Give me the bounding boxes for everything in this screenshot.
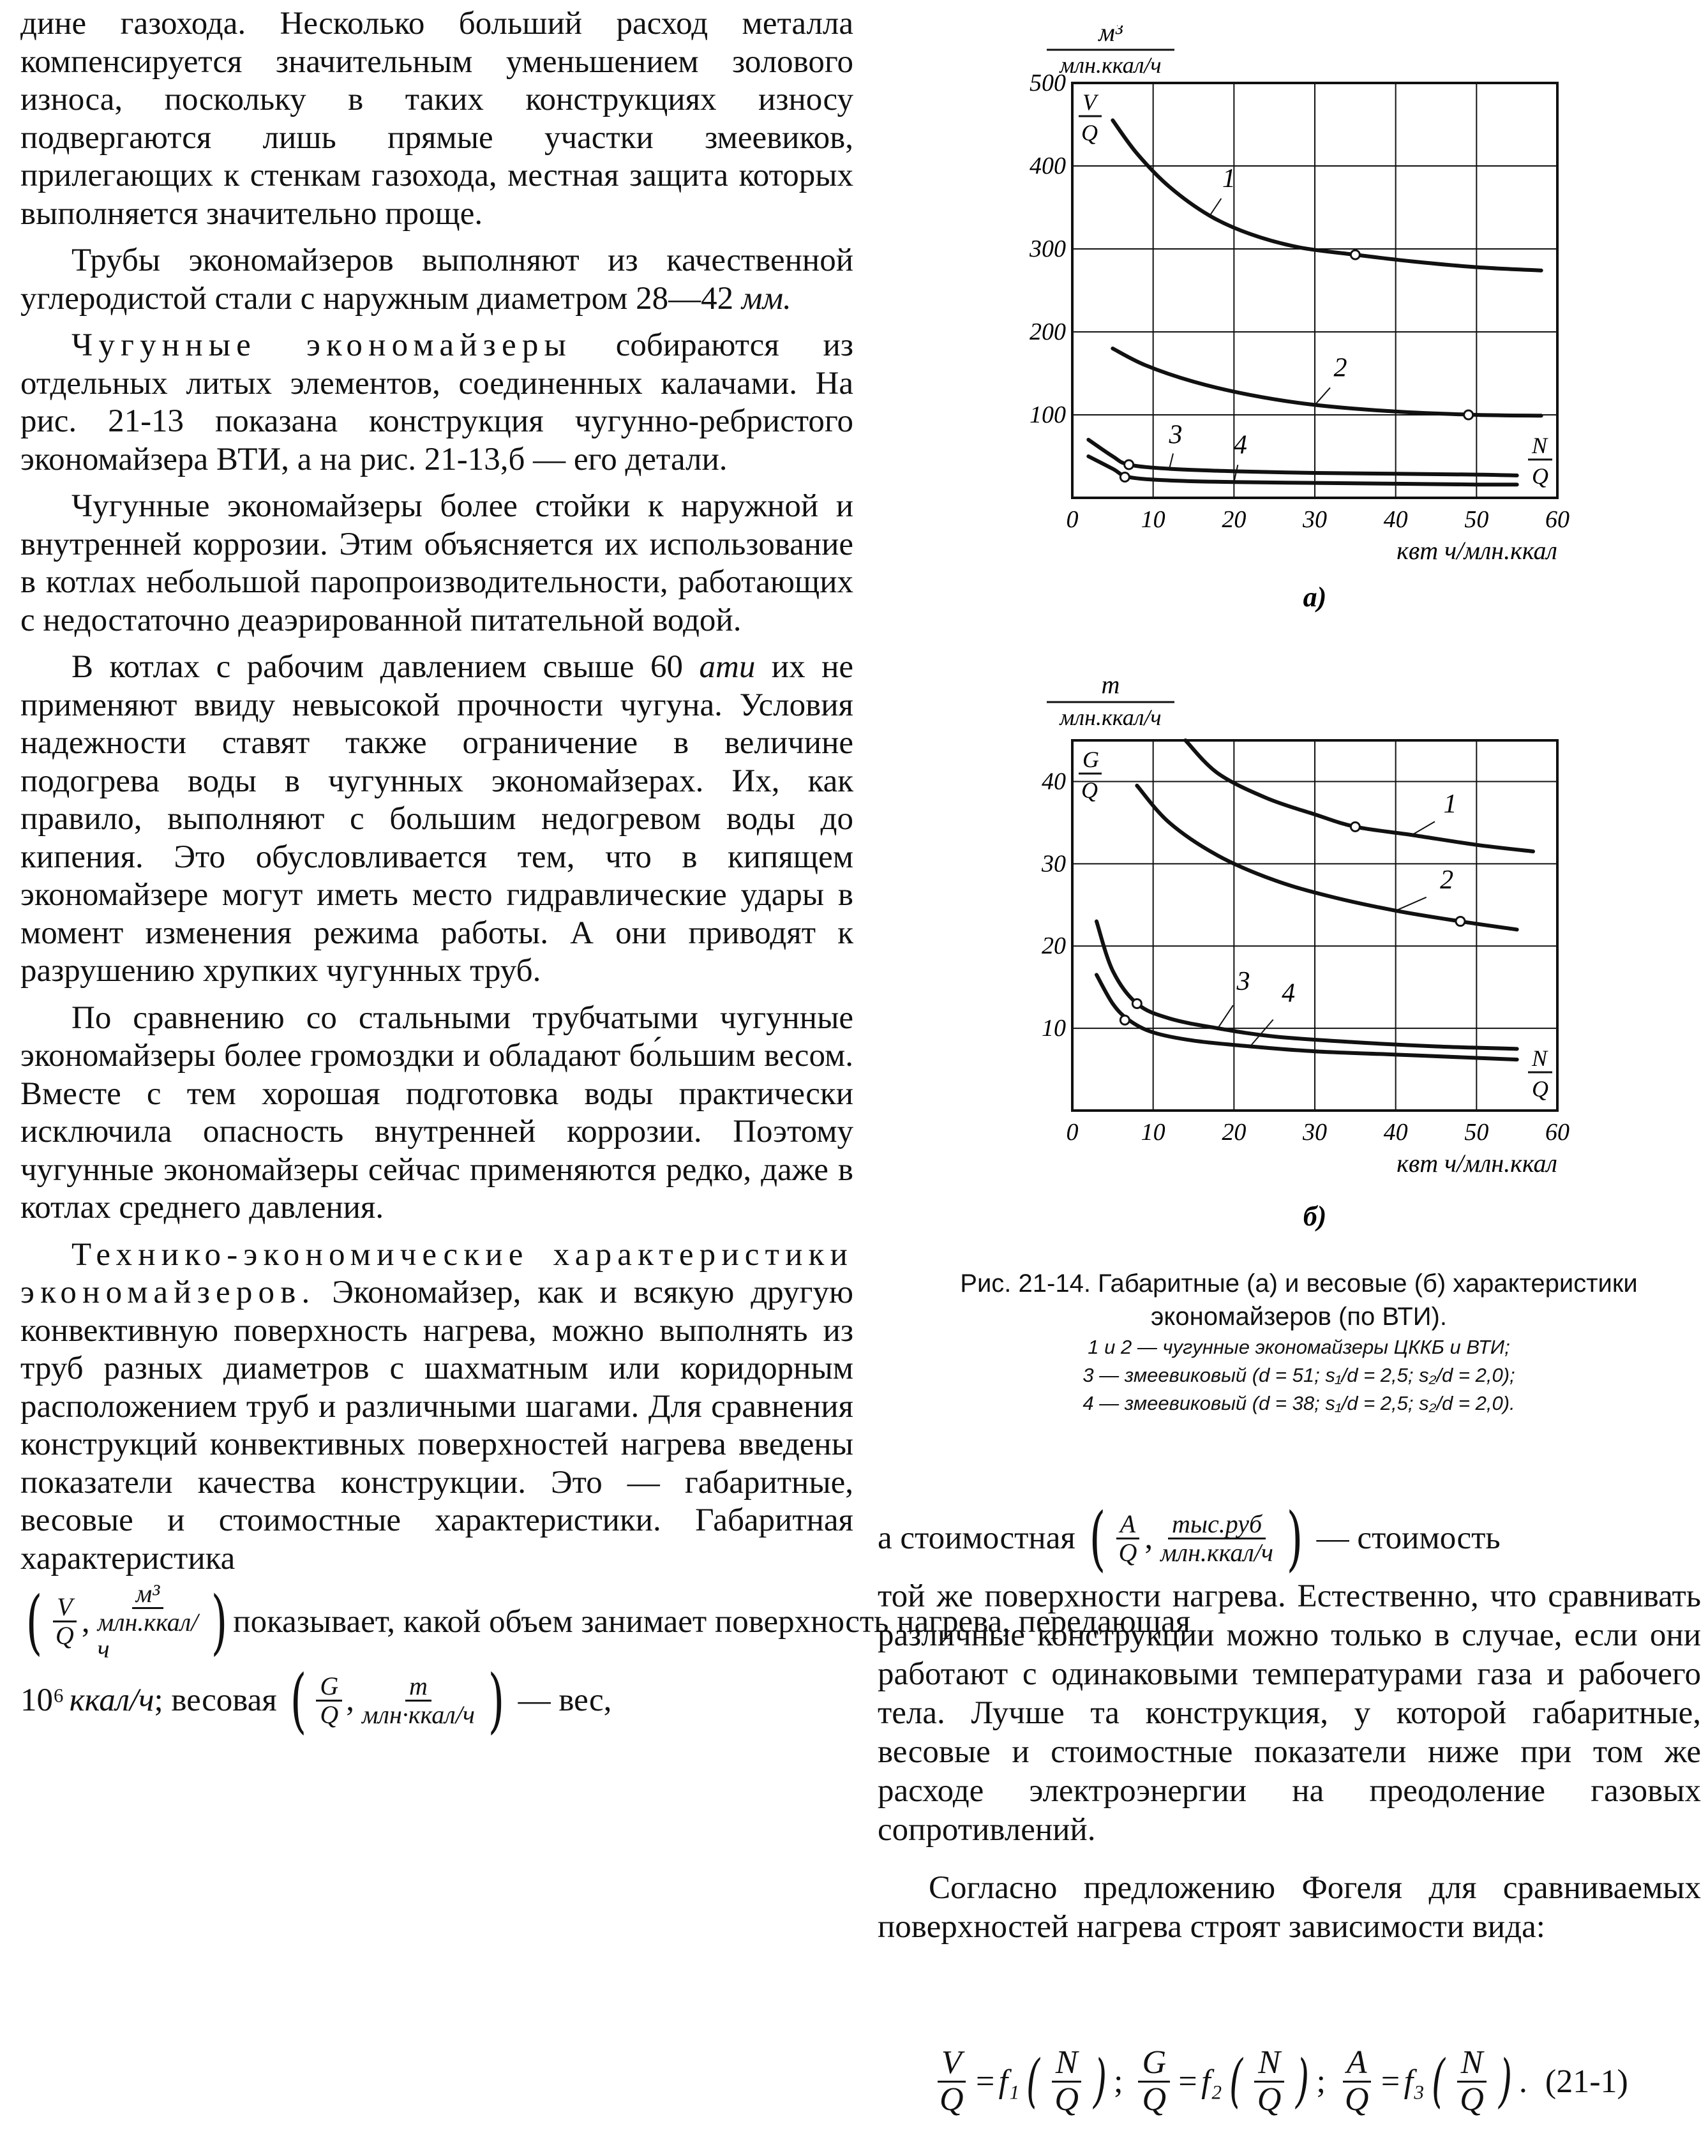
x-axis-label-den: Q xyxy=(1532,463,1548,489)
func-f3: f₃ xyxy=(1404,2063,1425,2100)
paragraph-7 xyxy=(20,1236,853,1578)
y-unit-numerator: т xyxy=(1101,677,1120,699)
comma: , xyxy=(1144,1520,1153,1556)
x-axis-label-num: N xyxy=(1532,1045,1548,1071)
frac-den: Q xyxy=(1344,2081,1369,2118)
cost-label: а стоимостная xyxy=(878,1520,1084,1556)
y-axis-label-den: Q xyxy=(1081,120,1098,146)
formula-n-q xyxy=(1456,2046,1488,2117)
frac-num: N xyxy=(1254,2046,1284,2083)
series-marker-3 xyxy=(1125,460,1134,469)
paragraph-5 xyxy=(20,648,853,991)
x-tick-label: 0 xyxy=(1066,506,1079,533)
y-tick-label: 40 xyxy=(1042,768,1066,795)
chart-b xyxy=(996,677,1608,1251)
comma: , xyxy=(81,1603,90,1640)
paragraph-5-text-a: В котлах с рабочим давлением свыше 60 xyxy=(71,649,700,685)
equals: = xyxy=(1176,2063,1199,2100)
series-line-1 xyxy=(1185,740,1533,851)
formula-g-q xyxy=(1138,2046,1170,2117)
chart-a-figure xyxy=(996,26,1608,632)
paragraph-r3: Согласно предложению Фогеля для сравниваемых поверхностей нагрева строят зависимости вида: xyxy=(878,1870,1701,1945)
y-tick-label: 100 xyxy=(1030,401,1066,428)
series-label-2: 2 xyxy=(1333,353,1347,383)
y-unit-denominator: млн.ккал/ч xyxy=(1060,705,1162,730)
x-tick-label: 60 xyxy=(1545,1119,1569,1146)
paren-close: ) xyxy=(211,1580,228,1663)
chart-b-figure xyxy=(996,677,1608,1251)
equals: = xyxy=(973,2063,996,2100)
frac-num: A xyxy=(1343,2046,1371,2083)
fraction-a-q xyxy=(1114,1511,1141,1566)
paren-open: ( xyxy=(1089,1497,1105,1579)
caption-line-1: 1 и 2 — чугунные экономайзеры ЦККБ и ВТИ; xyxy=(1088,1336,1510,1358)
series-line-3 xyxy=(1097,922,1517,1049)
paren-open: ( xyxy=(1229,2047,1243,2115)
frac-den: млн·ккал/ч xyxy=(362,1700,475,1729)
frac-num: V xyxy=(938,2046,966,2083)
func-f1: f₁ xyxy=(998,2063,1020,2100)
equation-number: (21-1) xyxy=(1545,2063,1628,2100)
formula-21-1 xyxy=(932,2046,1704,2117)
series-leader-3 xyxy=(1169,454,1173,469)
series-label-3: 3 xyxy=(1169,420,1183,450)
y-tick-label: 200 xyxy=(1030,318,1066,345)
frac-den: млн.ккал/ч xyxy=(97,1608,199,1663)
x-tick-label: 10 xyxy=(1141,1119,1165,1146)
panel-label: б) xyxy=(1303,1201,1327,1232)
series-label-3: 3 xyxy=(1236,967,1250,997)
paren-open: ( xyxy=(26,1580,43,1663)
y-unit-denominator: млн.ккал/ч xyxy=(1060,52,1162,78)
x-unit-label: квт ч/млн.ккал xyxy=(1397,1149,1557,1178)
paren-open: ( xyxy=(290,1659,307,1741)
frac-den: Q xyxy=(1054,2081,1079,2118)
caption-line-3: 4 — змеевиковый (d = 38; s₁/d = 2,5; s₂/d = 2,0). xyxy=(1082,1392,1515,1414)
paren-close: ) xyxy=(1286,1497,1303,1579)
paragraph-6: По сравнению со стальными трубчатыми чугунные экономайзеры более громоздки и обладают бо́льшим весом. Вместе с тем хорошая подготовка воды практически исключила опасность внутренней коррозии. Поэтому чугунные экономайзеры сейчас применяются редко, даже в котлах среднего давления. xyxy=(20,999,853,1225)
paragraph-1: дине газохода. Несколько больший расход металла компенсируется значительным уменьшением золового износа, поскольку в таких конструкциях износу подвергаются лишь прямые участки змеевиков, прилегающих к стенкам газохода, местная защита которых выполняется значительно проще. xyxy=(20,6,853,232)
paragraph-3-text: собираются из отдельных литых элементов, соединенных калачами. На рис. 21-13 показана конструкция чугунно-ребристого экономайзера ВТИ, а на рис. 21-13,б — его детали. xyxy=(20,327,853,477)
fraction-v-q xyxy=(52,1594,78,1649)
frac-num: т xyxy=(405,1673,431,1702)
fraction-t-unit xyxy=(358,1673,479,1728)
x-tick-label: 0 xyxy=(1066,1119,1079,1146)
frac-den: Q xyxy=(320,1700,339,1729)
series-marker-3 xyxy=(1132,999,1141,1008)
frac-num: N xyxy=(1052,2046,1082,2083)
paragraph-7-formula-line xyxy=(20,1579,1191,1663)
formula-end: . xyxy=(1518,2063,1527,2100)
paren-close: ) xyxy=(488,1659,505,1741)
panel-label: а) xyxy=(1303,581,1327,613)
x-tick-label: 20 xyxy=(1222,506,1247,533)
caption-line-2: 3 — змеевиковый (d = 51; s₁/d = 2,5; s₂/d = 2,0); xyxy=(1082,1364,1515,1386)
y-tick-label: 30 xyxy=(1042,850,1066,878)
unit-mm: мм. xyxy=(741,280,791,317)
y-axis-label-num: G xyxy=(1082,747,1099,772)
x-tick-label: 30 xyxy=(1303,1119,1327,1146)
series-line-2 xyxy=(1137,786,1517,930)
x-axis-label-num: N xyxy=(1532,433,1548,458)
series-label-2: 2 xyxy=(1440,865,1454,895)
ten-power-six: 10⁶ xyxy=(20,1682,64,1718)
series-label-1: 1 xyxy=(1443,790,1457,820)
paragraph-7-last-line xyxy=(20,1659,853,1741)
paragraph-7-text: Экономайзер, как и всякую другую конвективную поверхность нагрева, можно выполнять из труб разных диаметров с шахматным или коридорным расположением труб и различными шагами. Для сравнения конструкций конвективных поверхностей нагрева введены показатели качества конструкции. Это — габаритные, весовые и стоимостные характеристики. Габаритная характеристика xyxy=(20,1275,853,1576)
frac-den: Q xyxy=(1118,1538,1137,1567)
fraction-g-q xyxy=(316,1673,342,1728)
cost-end: — стоимость xyxy=(1308,1520,1501,1556)
weight-label: ; весовая xyxy=(154,1682,285,1718)
series-marker-4 xyxy=(1120,473,1129,482)
formula-a-q xyxy=(1341,2046,1373,2117)
right-column-text xyxy=(878,1497,1701,1947)
x-tick-label: 10 xyxy=(1141,506,1165,533)
series-label-4: 4 xyxy=(1282,978,1296,1008)
frac-den: Q xyxy=(1460,2081,1484,2118)
frac-num: тыс.руб xyxy=(1168,1511,1266,1539)
frac-num: G xyxy=(1138,2046,1170,2083)
series-leader-3 xyxy=(1218,1005,1233,1028)
y-tick-label: 10 xyxy=(1042,1015,1066,1042)
paragraph-2 xyxy=(20,242,853,318)
paragraph-r2: той же поверхности нагрева. Естественно, что сравнивать различные конструкции можно только в случае, если они работают с одинаковыми температурами газа и рабочего тела. Лучше та конструкция, у которой габаритные, весовые и стоимостные показатели ниже при том же расходе электроэнергии на преодоление газовых сопротивлений. xyxy=(878,1578,1701,1848)
x-unit-label: квт ч/млн.ккал xyxy=(1397,536,1557,565)
paren-close: ) xyxy=(1498,2047,1512,2115)
frac-num: м³ xyxy=(132,1580,164,1609)
paragraph-5-text-b: их не применяют ввиду невысокой прочности чугуна. Условия надежности ставят также ограничение в величине подогрева воды в чугунных экономайзерах. Их, как правило, выполняют с большим недогревом воды до кипения. Это обусловливается тем, что в кипящем экономайзере могут иметь место гидравлические удары в момент изменения режима работы. А они приводят к разрушению хрупких чугунных труб. xyxy=(20,649,853,989)
y-tick-label: 400 xyxy=(1030,153,1066,179)
formula-v-q xyxy=(936,2046,968,2117)
x-tick-label: 60 xyxy=(1545,506,1569,533)
cost-line xyxy=(878,1497,1701,1579)
y-tick-label: 20 xyxy=(1042,932,1066,960)
frac-num: G xyxy=(316,1673,342,1702)
series-leader-1 xyxy=(1412,821,1435,835)
paragraph-3 xyxy=(20,327,853,479)
weight-end: — вес, xyxy=(509,1682,612,1718)
section-heading-tech-econ: Технико-экономические характеристики экономайзеров. xyxy=(20,1236,853,1310)
separator: ; xyxy=(1114,2063,1123,2100)
x-tick-label: 30 xyxy=(1303,506,1327,533)
series-marker-1 xyxy=(1351,822,1360,831)
series-marker-1 xyxy=(1351,250,1360,259)
func-f2: f₂ xyxy=(1201,2063,1222,2100)
series-leader-2 xyxy=(1315,387,1330,405)
paren-close: ) xyxy=(1296,2047,1310,2115)
series-marker-2 xyxy=(1464,410,1473,419)
x-tick-label: 40 xyxy=(1383,506,1408,533)
y-tick-label: 500 xyxy=(1030,70,1066,96)
x-tick-label: 20 xyxy=(1222,1119,1247,1146)
frac-den: Q xyxy=(1257,2081,1282,2118)
formula-n-q xyxy=(1051,2046,1082,2117)
paren-open: ( xyxy=(1432,2047,1446,2115)
series-label-4: 4 xyxy=(1233,430,1247,460)
x-tick-label: 40 xyxy=(1383,1119,1408,1146)
unit-ati: ати xyxy=(699,649,756,685)
frac-num: A xyxy=(1116,1511,1139,1539)
formula-n-q xyxy=(1254,2046,1285,2117)
series-leader-2 xyxy=(1396,897,1427,911)
paragraph-4: Чугунные экономайзеры более стойки к наружной и внутренней коррозии. Этим объясняется их использование в котлах небольшой паропроизводительности, работающих с недостаточно деаэрированной питательной водой. xyxy=(20,488,853,638)
y-axis-label-den: Q xyxy=(1081,777,1098,803)
fraction-rub-unit xyxy=(1157,1511,1277,1566)
y-axis-label-num: V xyxy=(1082,89,1097,115)
y-unit-numerator: м³ xyxy=(1098,26,1123,47)
series-leader-1 xyxy=(1210,198,1221,216)
series-label-1: 1 xyxy=(1222,164,1236,193)
unit-kcal-h: ккал/ч xyxy=(69,1682,154,1718)
fraction-m3-unit xyxy=(94,1580,202,1663)
equals: = xyxy=(1379,2063,1402,2100)
comma: , xyxy=(346,1682,355,1718)
chart-a xyxy=(996,26,1608,632)
y-tick-label: 300 xyxy=(1030,236,1066,262)
frac-num: V xyxy=(53,1594,76,1622)
section-term-cast-iron: Чугунные экономайзеры xyxy=(71,327,572,363)
frac-den: Q xyxy=(55,1621,74,1650)
separator: ; xyxy=(1316,2063,1326,2100)
series-marker-2 xyxy=(1456,917,1465,926)
caption-main: Рис. 21-14. Габаритные (а) и весовые (б) характеристики экономайзеров (по ВТИ). xyxy=(960,1269,1638,1331)
frac-den: Q xyxy=(1142,2081,1167,2118)
x-tick-label: 50 xyxy=(1464,1119,1489,1146)
figure-caption xyxy=(932,1267,1666,1418)
paren-open: ( xyxy=(1026,2047,1040,2115)
x-tick-label: 50 xyxy=(1464,506,1489,533)
frac-den: млн.ккал/ч xyxy=(1160,1538,1273,1567)
frac-num: N xyxy=(1457,2046,1487,2083)
series-marker-4 xyxy=(1120,1015,1129,1024)
paren-close: ) xyxy=(1093,2047,1107,2115)
frac-den: Q xyxy=(940,2081,964,2118)
paragraph-7-after: показывает, какой объем занимает поверхность нагрева, передающая xyxy=(233,1603,1191,1640)
paragraph-2-text: Трубы экономайзеров выполняют из качественной углеродистой стали с наружным диаметром 28—42 xyxy=(20,243,853,317)
x-axis-label-den: Q xyxy=(1532,1076,1548,1102)
